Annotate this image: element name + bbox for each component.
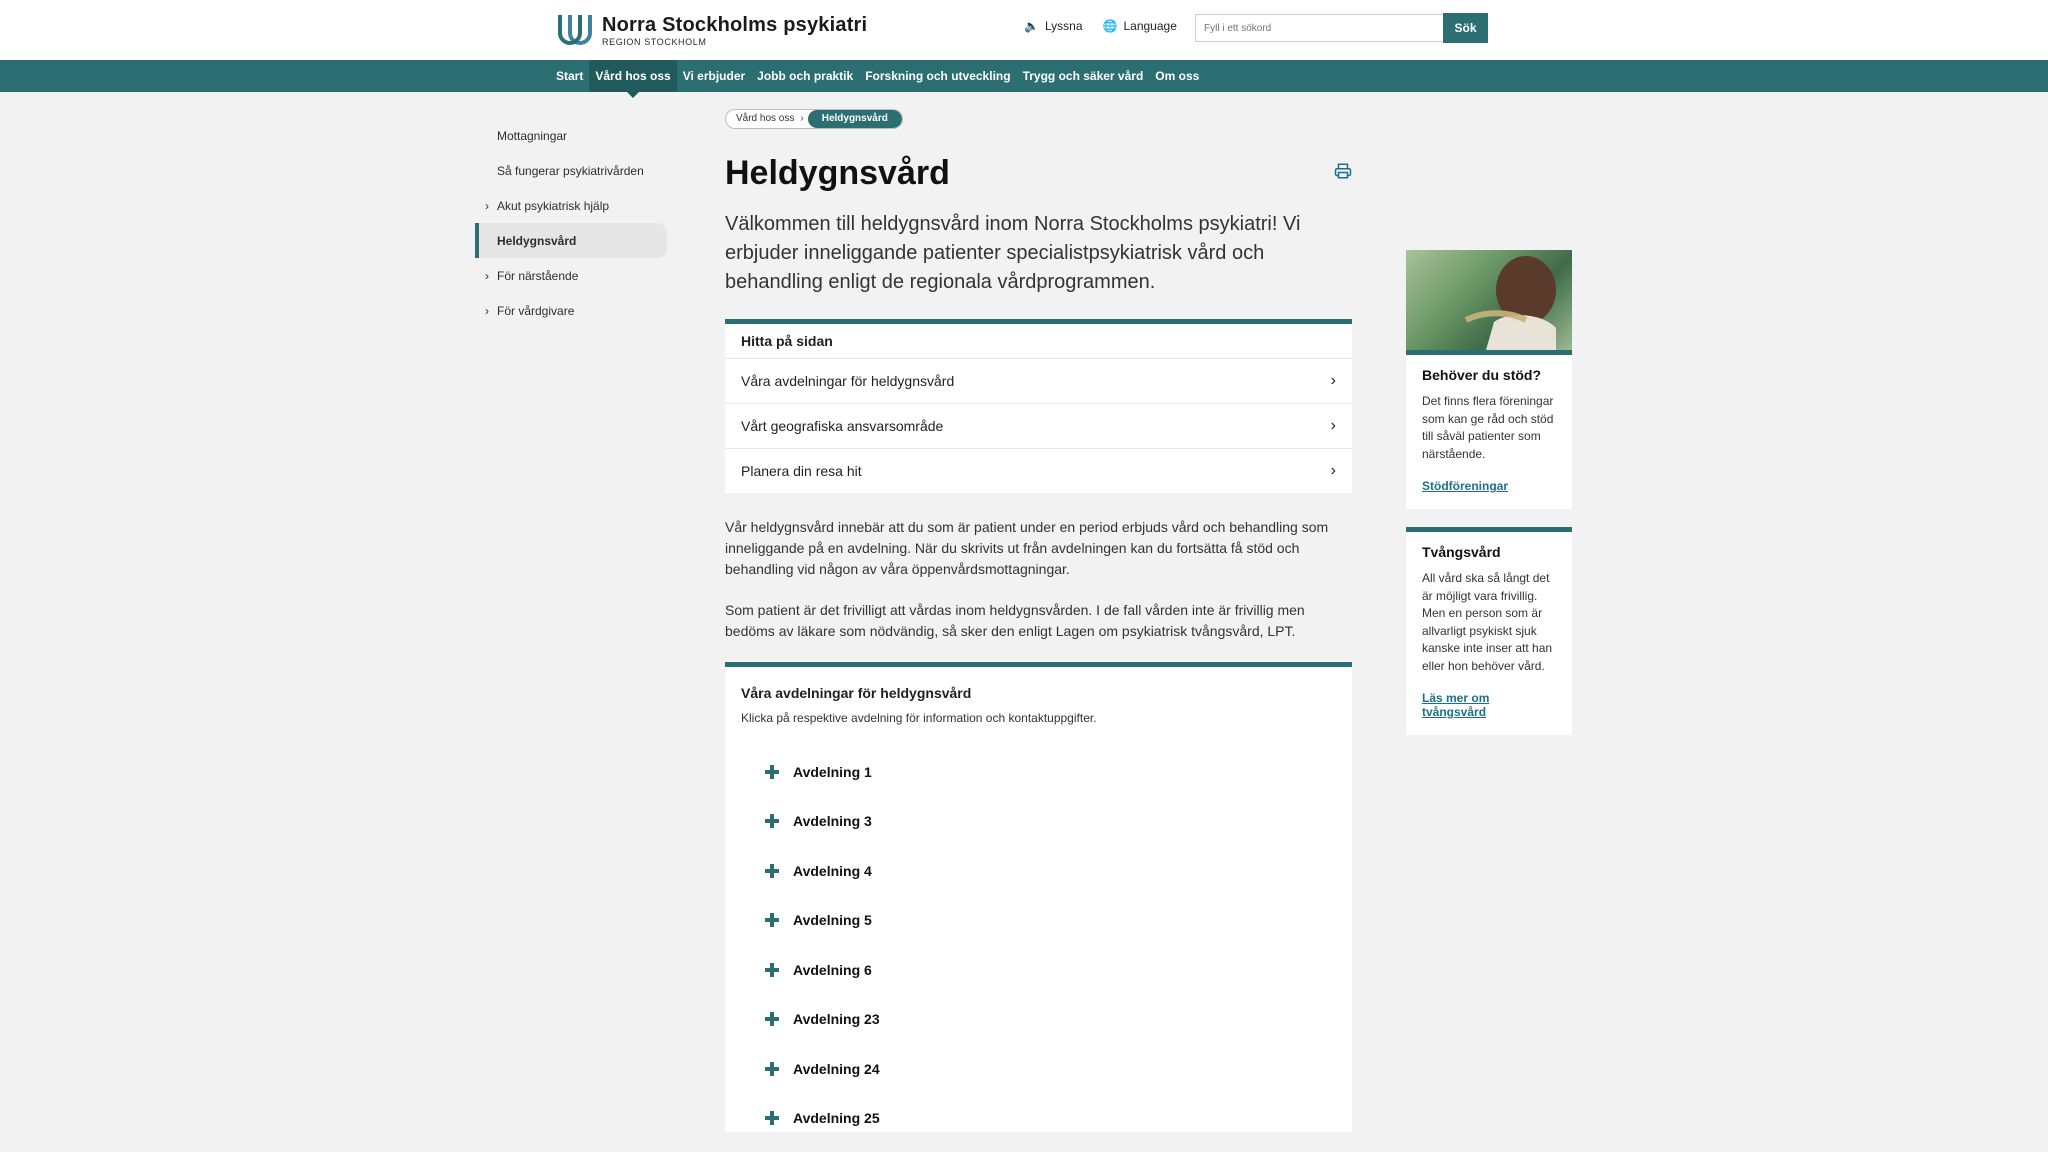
chevron-right-icon: › [485, 198, 489, 213]
listen-label: Lyssna [1044, 19, 1083, 33]
logo-subtitle: REGION STOCKHOLM [602, 37, 707, 47]
find-link[interactable] [725, 449, 1352, 493]
plus-icon [765, 765, 779, 779]
nav-item-forskning-och-utveckling[interactable]: Forskning och utveckling [865, 69, 1011, 83]
sidebar-item-sa-fungerar-psykiatrivarden[interactable] [475, 153, 670, 188]
page-title: Heldygnsvård [725, 153, 950, 192]
ward-accordion-item[interactable] [741, 895, 1336, 945]
sidebar-item-label: Mottagningar [497, 128, 568, 143]
listen-button[interactable] [1024, 19, 1083, 33]
find-link[interactable] [725, 359, 1352, 404]
sidebar-item-for-vardgivare[interactable] [475, 293, 670, 328]
find-link-label: Vårt geografiska ansvarsområde [741, 417, 944, 434]
chevron-right-icon: › [485, 268, 489, 283]
body-paragraph: Som patient är det frivilligt att vårdas inom heldygnsvården. I de fall vården inte är frivillig men bedöms av läkare som nödvändig, så sker den enligt Lagen om psykiatrisk tvångsvård, LPT. [725, 601, 1305, 639]
sidebar-nav [475, 118, 670, 328]
sidebar-item-label: För vårdgivare [497, 303, 575, 318]
sidebar-item-label: Heldygnsvård [497, 233, 577, 248]
coercive-care-card-text: All vård ska så långt det är möjligt vara frivillig. Men en person som är allvarligt psykiskt sjuk kanske inte inser att han eller hon behöver vård. [1422, 571, 1553, 673]
coercive-care-card-title: Tvångsvård [1422, 544, 1501, 560]
ward-label: Avdelning 4 [793, 862, 872, 879]
support-card-body [1406, 355, 1572, 509]
sidebar-item-label: Så fungerar psykiatrivården [497, 163, 644, 178]
chevron-right-icon: › [1330, 461, 1336, 479]
breadcrumb-parent-label: Vård hos oss [736, 113, 795, 124]
ward-label: Avdelning 25 [793, 1110, 880, 1127]
find-link-label: Planera din resa hit [741, 462, 862, 479]
wards-section [725, 662, 1352, 1132]
breadcrumb-parent[interactable] [726, 110, 814, 128]
speaker-icon: 🔈 [1024, 19, 1039, 33]
nav-item-om-oss[interactable]: Om oss [1155, 69, 1200, 83]
chevron-right-icon: › [800, 113, 804, 124]
find-link[interactable] [725, 404, 1352, 449]
site-logo[interactable] [556, 13, 867, 49]
sidebar-item-mottagningar[interactable] [475, 118, 670, 153]
breadcrumb-current: Heldygnsvård [808, 110, 902, 128]
ward-accordion-item[interactable] [741, 747, 1336, 797]
logo-title: Norra Stockholms psykiatri [602, 14, 868, 36]
print-icon[interactable] [1334, 162, 1352, 180]
breadcrumb [725, 109, 903, 129]
right-rail [1406, 250, 1572, 735]
ward-label: Avdelning 5 [793, 912, 872, 929]
ward-label: Avdelning 6 [793, 961, 872, 978]
ward-accordion-item[interactable] [741, 945, 1336, 995]
top-header [0, 0, 2048, 60]
sidebar-item-label: Akut psykiatrisk hjälp [497, 198, 610, 213]
ward-accordion-item[interactable] [741, 994, 1336, 1044]
search-button[interactable]: Sök [1443, 13, 1488, 43]
support-card-link[interactable]: Stödföreningar [1422, 479, 1508, 493]
ward-label: Avdelning 3 [793, 813, 872, 830]
ward-list [741, 747, 1336, 1143]
support-card [1406, 250, 1572, 509]
support-card-title: Behöver du stöd? [1422, 367, 1542, 383]
find-link-label: Våra avdelningar för heldygnsvård [741, 372, 955, 389]
top-actions [1024, 19, 1177, 33]
ward-accordion-item[interactable] [741, 846, 1336, 896]
plus-icon [765, 1111, 779, 1125]
main-content [725, 108, 1352, 1132]
ward-label: Avdelning 24 [793, 1060, 880, 1077]
body-paragraph: Vår heldygnsvård innebär att du som är patient under en period erbjuds vård och behandling som inneliggande på en avdelning. När du skrivits ut från avdelningen kan du fortsätta få stöd och behandling vid någon av våra öppenvårdsmottagningar. [725, 518, 1329, 577]
coercive-care-card-body [1406, 532, 1572, 735]
person-photo-icon [1406, 250, 1572, 350]
search [1195, 13, 1488, 43]
wards-title: Våra avdelningar för heldygnsvård [741, 684, 972, 701]
language-button[interactable] [1103, 19, 1177, 33]
language-label: Language [1123, 19, 1177, 33]
support-card-text: Det finns flera föreningar som kan ge råd och stöd till såväl patienter som närstående. [1422, 394, 1554, 461]
plus-icon [765, 864, 779, 878]
chevron-right-icon: › [485, 303, 489, 318]
find-on-page-title: Hitta på sidan [725, 324, 1352, 359]
coercive-care-card-link[interactable]: Läs mer om tvångsvård [1422, 691, 1490, 719]
search-input[interactable] [1195, 14, 1443, 42]
sidebar-item-heldygnsvard[interactable] [475, 223, 667, 258]
nav-item-vi-erbjuder[interactable]: Vi erbjuder [682, 69, 746, 83]
logo-text [602, 15, 867, 47]
chevron-right-icon: › [1330, 371, 1336, 389]
sidebar-item-label: För närstående [497, 268, 579, 283]
nav-item-vard-hos-oss[interactable]: Vård hos oss [589, 60, 676, 92]
find-on-page [725, 319, 1352, 493]
wards-subtitle: Klicka på respektive avdelning för information och kontaktuppgifter. [741, 710, 1097, 725]
chevron-right-icon: › [1330, 416, 1336, 434]
sidebar-item-akut-psykiatrisk-hjalp[interactable] [475, 188, 670, 223]
globe-icon: 🌐 [1102, 19, 1118, 33]
ward-label: Avdelning 23 [793, 1011, 880, 1028]
nav-item-trygg-och-saker-vard[interactable]: Trygg och säker vård [1022, 69, 1144, 83]
body-text [725, 517, 1352, 642]
nav-items [550, 60, 1205, 92]
ward-accordion-item[interactable] [741, 1044, 1336, 1094]
support-photo [1406, 250, 1572, 355]
plus-icon [765, 913, 779, 927]
main-nav [0, 60, 2048, 92]
plus-icon [765, 1062, 779, 1076]
sidebar-item-for-narstaende[interactable] [475, 258, 670, 293]
ward-accordion-item[interactable] [741, 796, 1336, 846]
coercive-care-card [1406, 527, 1572, 735]
logo-icon [556, 13, 596, 49]
plus-icon [765, 814, 779, 828]
nav-item-start[interactable]: Start [556, 69, 584, 83]
page-lead: Välkommen till heldygnsvård inom Norra Stockholms psykiatri! Vi erbjuder inneliggande patienter specialistpsykiatrisk vård och behandling enligt de regionala vårdprogrammen. [725, 212, 1301, 293]
plus-icon [765, 963, 779, 977]
ward-accordion-item[interactable] [741, 1093, 1336, 1143]
ward-label: Avdelning 1 [793, 763, 872, 780]
plus-icon [765, 1012, 779, 1026]
nav-item-jobb-och-praktik[interactable]: Jobb och praktik [757, 69, 854, 83]
